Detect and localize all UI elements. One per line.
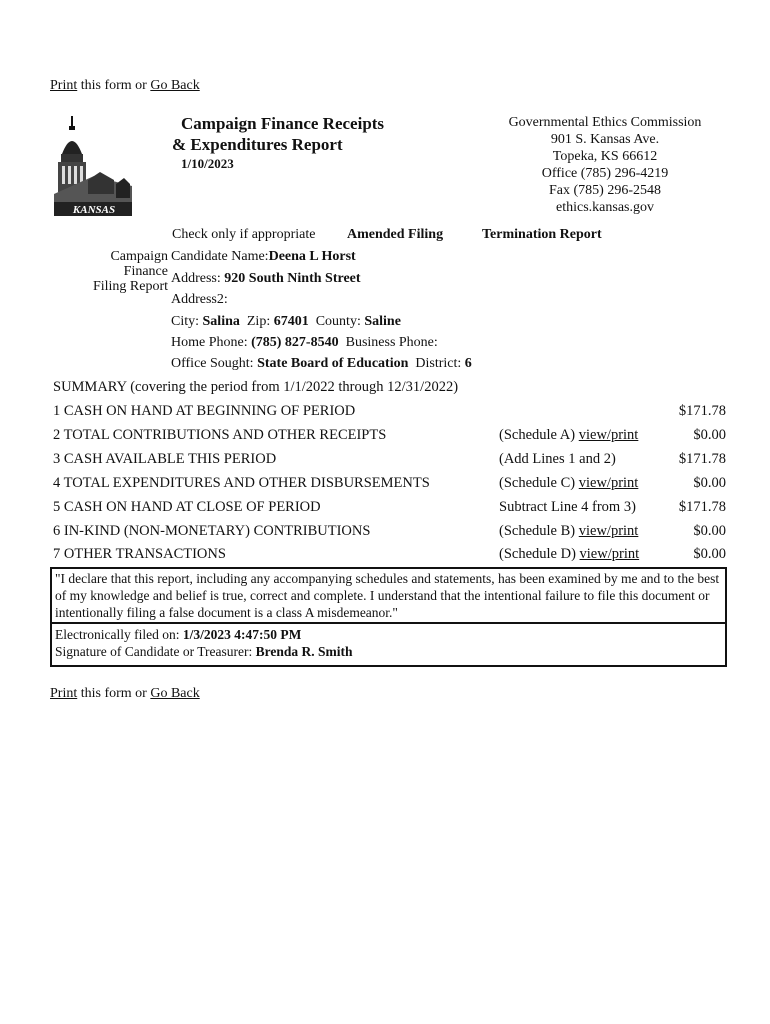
summary-row-6-amount: $0.00 bbox=[693, 523, 726, 539]
office-sought-value: State Board of Education bbox=[257, 356, 409, 371]
bottom-nav bbox=[50, 686, 200, 702]
agency-fax: Fax (785) 296-2548 bbox=[549, 183, 661, 198]
office-row bbox=[171, 356, 472, 372]
summary-row-4-amount: $0.00 bbox=[693, 475, 726, 491]
zip-value: 67401 bbox=[273, 314, 309, 329]
county-value: Saline bbox=[364, 314, 401, 329]
agency-city: Topeka, KS 66612 bbox=[552, 149, 658, 164]
summary-row-2-label: 2 TOTAL CONTRIBUTIONS AND OTHER RECEIPTS bbox=[53, 427, 387, 443]
agency-name: Governmental Ethics Commission bbox=[508, 115, 702, 130]
logo-text: KANSAS bbox=[72, 204, 116, 216]
go-back-link-bottom[interactable]: Go Back bbox=[150, 686, 200, 701]
home-phone-label: Home Phone: bbox=[171, 335, 252, 350]
schedule-b-view-print-link[interactable]: view/print bbox=[578, 523, 639, 539]
signature-row bbox=[55, 643, 722, 660]
termination-report-option: Termination Report bbox=[482, 227, 602, 242]
summary-row-7-label: 7 OTHER TRANSACTIONS bbox=[53, 546, 226, 562]
address-label: Address: bbox=[171, 271, 225, 286]
print-link[interactable]: Print bbox=[50, 78, 78, 93]
summary-row-5-amount: $171.78 bbox=[678, 499, 726, 515]
report-title-line1: Campaign Finance Receipts bbox=[181, 114, 385, 133]
summary-row-5-note: Subtract Line 4 from 3) bbox=[499, 499, 636, 515]
schedule-d-view-print-link[interactable]: view/print bbox=[579, 546, 640, 562]
agency-office-phone: Office (785) 296-4219 bbox=[541, 166, 669, 181]
summary-row-1-amount: $171.78 bbox=[678, 403, 726, 419]
report-date: 1/10/2023 bbox=[181, 156, 234, 171]
top-nav bbox=[50, 78, 200, 94]
home-phone-value: (785) 827-8540 bbox=[251, 335, 339, 350]
city-row bbox=[171, 314, 401, 330]
signature-value: Brenda R. Smith bbox=[255, 644, 353, 659]
summary-row-4-schedule: (Schedule C) bbox=[499, 475, 579, 491]
filing-signature-block bbox=[52, 624, 725, 662]
city-label: City: bbox=[171, 314, 203, 329]
summary-row-4-label: 4 TOTAL EXPENDITURES AND OTHER DISBURSEMENTS bbox=[53, 475, 430, 491]
city-value: Salina bbox=[202, 314, 240, 329]
summary-row-7-schedule: (Schedule D) bbox=[499, 546, 580, 562]
candidate-name-row bbox=[171, 249, 356, 265]
summary-heading: SUMMARY (covering the period from 1/1/2022 through 12/31/2022) bbox=[53, 379, 459, 395]
summary-row-2-note bbox=[499, 427, 638, 444]
filing-side-label bbox=[70, 249, 168, 294]
agency-website: ethics.kansas.gov bbox=[556, 200, 654, 215]
side-label-line1: Campaign bbox=[110, 249, 168, 264]
summary-row-6-schedule: (Schedule B) bbox=[499, 523, 579, 539]
amended-filing-option: Amended Filing bbox=[347, 227, 444, 242]
summary-row-3-note: (Add Lines 1 and 2) bbox=[499, 451, 616, 467]
county-label: County: bbox=[315, 314, 365, 329]
nav-separator-text: this form or bbox=[77, 78, 151, 93]
summary-row-3-amount: $171.78 bbox=[678, 451, 726, 467]
side-label-line3: Filing Report bbox=[92, 279, 168, 294]
summary-row-2-amount: $0.00 bbox=[693, 427, 726, 443]
address2-label: Address2: bbox=[171, 292, 228, 307]
summary-row-1-label: 1 CASH ON HAND AT BEGINNING OF PERIOD bbox=[53, 403, 356, 419]
kansas-capitol-logo bbox=[54, 114, 132, 216]
filed-on-value: 1/3/2023 4:47:50 PM bbox=[182, 627, 302, 642]
office-sought-label: Office Sought: bbox=[171, 356, 258, 371]
district-value: 6 bbox=[464, 356, 472, 371]
summary-row-6-note bbox=[499, 523, 638, 540]
nav-separator-text-bottom: this form or bbox=[77, 686, 151, 701]
go-back-link[interactable]: Go Back bbox=[150, 78, 200, 93]
zip-label: Zip: bbox=[246, 314, 274, 329]
address-value: 920 South Ninth Street bbox=[224, 271, 361, 286]
summary-row-7-note bbox=[499, 546, 639, 563]
summary-row-7-amount: $0.00 bbox=[693, 546, 726, 562]
address-row bbox=[171, 271, 361, 287]
check-label: Check only if appropriate bbox=[172, 227, 316, 242]
filed-on-label: Electronically filed on: bbox=[55, 627, 183, 642]
candidate-name: Deena L Horst bbox=[268, 249, 356, 264]
print-link-bottom[interactable]: Print bbox=[50, 686, 78, 701]
summary-row-3-label: 3 CASH AVAILABLE THIS PERIOD bbox=[53, 451, 277, 467]
business-phone-label: Business Phone: bbox=[345, 335, 438, 350]
candidate-name-label: Candidate Name: bbox=[171, 249, 269, 264]
report-title-line2: & Expenditures Report bbox=[172, 135, 343, 154]
declaration-box bbox=[50, 567, 727, 667]
summary-row-5-label: 5 CASH ON HAND AT CLOSE OF PERIOD bbox=[53, 499, 321, 515]
filed-on-row bbox=[55, 626, 722, 643]
side-label-line2: Finance bbox=[123, 264, 168, 279]
schedule-a-view-print-link[interactable]: view/print bbox=[578, 427, 639, 443]
district-label: District: bbox=[415, 356, 465, 371]
summary-row-4-note bbox=[499, 475, 638, 492]
agency-block bbox=[495, 114, 715, 216]
schedule-c-view-print-link[interactable]: view/print bbox=[578, 475, 639, 491]
address2-row bbox=[171, 292, 228, 308]
summary-row-2-schedule: (Schedule A) bbox=[499, 427, 579, 443]
signature-label: Signature of Candidate or Treasurer: bbox=[55, 644, 256, 659]
phone-row bbox=[171, 335, 438, 351]
agency-street: 901 S. Kansas Ave. bbox=[550, 132, 660, 147]
declaration-text: "I declare that this report, including any accompanying schedules and statements, has been examined by me and to the best of my knowledge and belief is true, correct and complete. I understand that the intentional failure to file this document or intentionally filing a false document is a class A misdemeanor." bbox=[55, 571, 720, 620]
summary-row-6-label: 6 IN-KIND (NON-MONETARY) CONTRIBUTIONS bbox=[53, 523, 371, 539]
